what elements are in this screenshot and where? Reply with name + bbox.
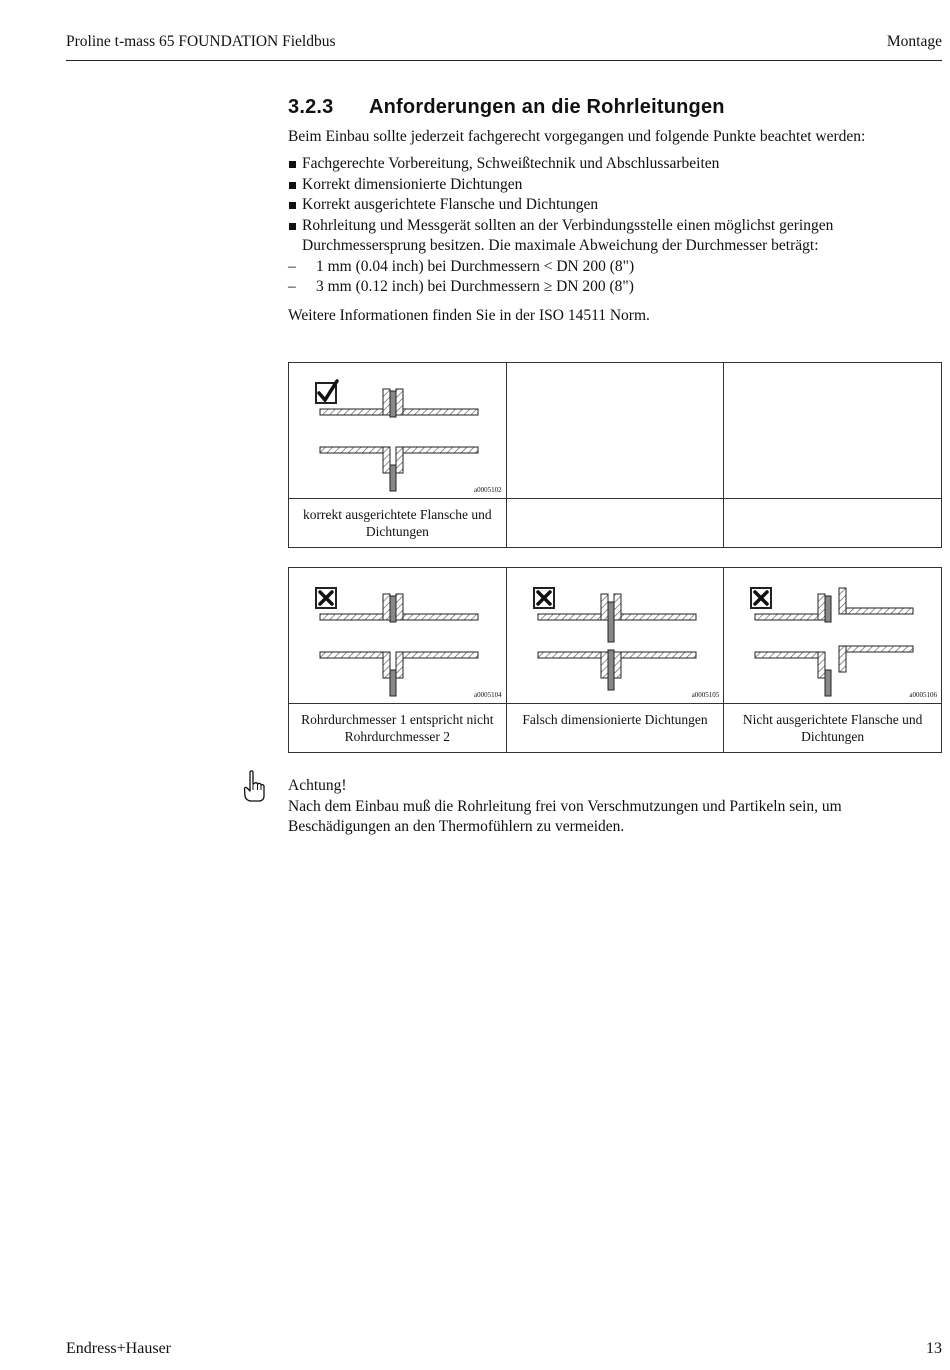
deviation-list [288,257,942,298]
figure-caption: Falsch dimensionierte Dichtungen [506,704,724,753]
figure-cell-diameter-mismatch [289,568,507,704]
list-item: Fachgerechte Vorbereitung, Schweißtechnik und Abschlussarbeiten [288,154,942,175]
pipe-wall [621,652,696,658]
flange [383,594,390,620]
figure-cell-wrong-gasket [506,568,724,704]
pipe-wall [320,614,383,620]
header-rule [66,60,942,61]
section-intro: Beim Einbau sollte jederzeit fachgerecht vorgegangen und folgende Punkte beachtet werden: [288,127,866,145]
flange [818,652,825,678]
figure-id: a0005106 [909,691,937,699]
cross-icon [751,588,771,608]
pipe-wall [403,652,478,658]
pipe-wall [320,409,383,415]
figure-id: a0005105 [691,691,720,699]
header-chapter-title: Montage [886,33,942,50]
figure-id: a0005102 [474,486,502,494]
gasket [390,596,396,622]
note-block [288,776,942,838]
check-icon [316,381,337,403]
flange [614,594,621,620]
pointing-hand-icon [241,770,267,811]
pipe-wall [403,409,478,415]
pipe-wall [846,646,913,652]
section-content [288,97,942,326]
flange [396,447,403,473]
flange [383,447,390,473]
pipe-wall [755,652,818,658]
pipe-wall [403,447,478,453]
flange [614,652,621,678]
list-item: Korrekt ausgerichtete Flansche und Dichtungen [288,195,942,216]
gasket [608,650,614,690]
figure-table-correct [288,362,942,548]
pipe-wall [320,652,383,658]
gasket [825,670,831,696]
flange [383,652,390,678]
requirements-list [288,154,942,298]
gasket [608,602,614,642]
section-title: Anforderungen an die Rohrleitungen [369,96,725,118]
pipe-wall [538,652,601,658]
cross-icon [534,588,554,608]
figure-id: a0005104 [474,691,502,699]
note-title: Achtung! [288,777,347,794]
figure-cell-misaligned [724,568,942,704]
flange-misaligned-drawing [724,568,941,703]
section-heading [288,97,942,118]
pipe-wall [755,614,818,620]
figure-table-wrong [288,567,942,753]
figure-caption-empty [506,499,724,548]
gasket [390,391,396,417]
pipe-wall [538,614,601,620]
list-item: Korrekt dimensionierte Dichtungen [288,175,942,196]
flange [839,588,846,614]
gasket [390,670,396,696]
page-number: 13 [926,1340,942,1357]
figure-caption-empty [724,499,942,548]
list-item-diameter [288,216,942,298]
figure-cell-correct [289,363,507,499]
footer-company: Endress+Hauser [66,1340,171,1357]
figure-caption: Rohrdurchmesser 1 entspricht nicht Rohrdurchmesser 2 [289,704,507,753]
header-document-title: Proline t-mass 65 FOUNDATION Fieldbus [66,33,336,50]
flange [818,594,825,620]
flange [383,389,390,415]
figure-caption: korrekt ausgerichtete Flansche und Dichtungen [289,499,507,548]
list-item-text: Rohrleitung und Messgerät sollten an der Verbindungsstelle einen möglichst geringen Durchmessersprung besitzen. Die maximale Abweichung der Durchmesser beträgt: [302,216,834,254]
flange [601,594,608,620]
flange-diameter-mismatch-drawing [289,568,506,703]
deviation-item: – 3 mm (0.12 inch) bei Durchmessern ≥ DN 200 (8") [288,277,942,298]
pipe-wall [320,447,383,453]
flange [839,646,846,672]
pipe-wall [846,608,913,614]
figure-caption: Nicht ausgerichtete Flansche und Dichtungen [724,704,942,753]
figure-cell-empty [724,363,942,499]
gasket [825,596,831,622]
figure-cell-empty [506,363,724,499]
pipe-wall [403,614,478,620]
iso-reference: Weitere Informationen finden Sie in der ISO 14511 Norm. [288,306,650,324]
flange [396,389,403,415]
gasket [390,465,396,491]
flange [601,652,608,678]
section-number: 3.2.3 [288,96,334,118]
note-text: Nach dem Einbau muß die Rohrleitung frei von Verschmutzungen und Partikeln sein, um Beschädigungen an den Thermofühlern zu vermeiden. [288,797,842,835]
deviation-item: – 1 mm (0.04 inch) bei Durchmessern < DN 200 (8") [288,257,942,278]
flange [396,652,403,678]
flange-correct-drawing [289,363,506,498]
flange [396,594,403,620]
pipe-wall [621,614,696,620]
cross-icon [316,588,336,608]
flange-wrong-gasket-drawing [507,568,724,703]
